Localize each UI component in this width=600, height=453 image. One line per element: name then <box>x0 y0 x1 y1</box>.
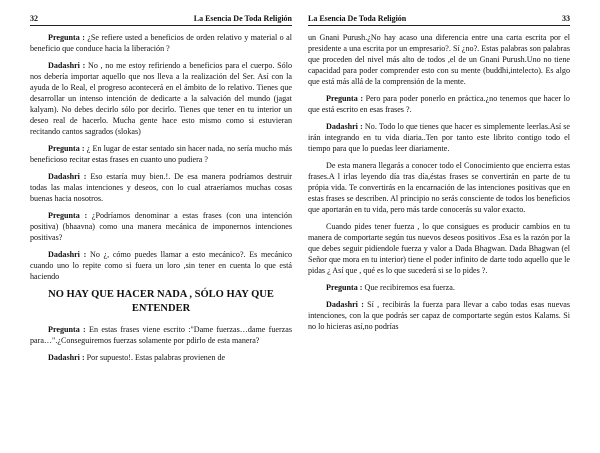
paragraph <box>30 210 292 243</box>
paragraph-text: ¿ En lugar de estar sentado sin hacer nada, no sería mucho más beneficioso recitar estas frases en cuanto uno pudiera ? <box>30 144 292 164</box>
speaker-label: Dadashri : <box>48 172 87 181</box>
paragraph-text: En estas frases viene escrito :"Dame fuerzas…dame fuerzas para…".¿Conseguiremos fuerzas solamente por pdirlo de esta manera? <box>30 325 292 345</box>
paragraph <box>30 352 292 363</box>
right-running-title: La Esencia De Toda Religión <box>308 14 407 23</box>
paragraph <box>308 221 570 276</box>
right-page-body <box>308 32 570 332</box>
paragraph-text: No ¿, cómo puedes llamar a esto mecánico?. Es mecánico cuando uno lo repite como si fuera un loro ,sin tener en cuenta lo que está haciendo <box>30 250 293 281</box>
speaker-label: Dadashri : <box>326 300 364 309</box>
speaker-label: Pregunta : <box>48 144 85 153</box>
paragraph <box>308 282 570 293</box>
right-page-number: 33 <box>562 14 570 23</box>
paragraph <box>30 171 292 204</box>
speaker-label: Pregunta : <box>48 211 88 220</box>
paragraph <box>30 60 292 137</box>
paragraph-text: Que recibiremos esa fuerza. <box>362 283 455 292</box>
left-page <box>30 14 292 369</box>
speaker-label: Dadashri : <box>48 61 86 70</box>
paragraph-text: Cuando pides tener fuerza , lo que consigues es producir cambios en tu manera de comportarte según tus nuevos deseos positivos .Esa es la razón por la que debes seguir pidiendole fuerza y valor a Dada Bhagwan. Dada Bhagwan (el Señor que mora en tu interior) tiene el poder infinito de darte todo aquello que le pidas ¿ Así que , qué es lo que sucederá si se lo pides ?. <box>308 222 570 275</box>
speaker-label: Pregunta : <box>326 283 363 292</box>
right-page <box>308 14 570 338</box>
paragraph-text: No. Todo lo que tienes que hacer es simplemente leerlas.Así se irán integrando en tu vida diaria..Ten por tanto este librito contigo todo el tiempo para que lo puedas leer diariamente. <box>308 122 570 153</box>
paragraph <box>30 324 292 346</box>
paragraph <box>30 249 292 282</box>
section-heading: NO HAY QUE HACER NADA , SÓLO HAY QUE ENTENDER <box>48 289 274 314</box>
paragraph-text: Eso estaría muy bien.!. De esa manera podríamos destruir todas las malas intenciones y deseos, con lo cual atraeríamos muchas cosas buenas hacia nosotros. <box>30 172 292 203</box>
speaker-label: Dadashri : <box>48 250 87 259</box>
paragraph <box>308 32 570 87</box>
paragraph-text: Sí , recibirás la fuerza para llevar a cabo todas esas nuevas intenciones, con la que podrás ser capaz de comportarte según estos Kalams. Si no lo hicieras así,no podrías <box>308 300 570 331</box>
speaker-label: Pregunta : <box>48 325 86 334</box>
left-running-title: La Esencia De Toda Religión <box>193 14 292 23</box>
paragraph-text: Por supuesto!. Estas palabras provienen de <box>84 353 226 362</box>
speaker-label: Dadashri : <box>48 353 85 362</box>
paragraph-text: Pero para poder ponerlo en práctica.¿no tenemos que hacer lo que está escrito en esas frases ?. <box>308 94 570 114</box>
left-page-body <box>30 32 292 363</box>
left-page-header <box>30 14 292 26</box>
paragraph <box>30 143 292 165</box>
paragraph <box>30 32 292 54</box>
paragraph <box>308 160 570 215</box>
paragraph-text: un Gnani Purush.¿No hay acaso una diferencia entre una carta escrita por el presidente a una escrita por un empresario?. Sí ¿no?. Estas palabras son palabras que proceden del nivel más alto de todos ,el de un Gnani Purush.Uno no tiene capacidad para poder comprender esto con su mente (buddhi,intelecto). Es algo que está más allá de la comprensión de la mente. <box>308 33 570 86</box>
paragraph <box>308 93 570 115</box>
paragraph-text: No , no me estoy refiriendo a beneficios para el cuerpo. Sólo nos debería importar aquello que nos lleva a la realización del Ser. Así con la ayuda de lo Real, el progreso acontecerá en el ámbito de lo relativo. Tienes que desarrollar un intenso intención de dedicarte a la salvación del mundo (jagat kalyam). No debes decirlo sólo por decirlo. Tienes que tener en tu interior un deseo real de hacerlo. Mucha gente hace esto mismo como si estuvieran recitando cantos sagrados (slokas) <box>30 61 292 136</box>
paragraph-text: ¿Se refiere usted a beneficios de orden relativo y material o al beneficio que conduce hacia la liberación ? <box>30 33 292 53</box>
left-page-number: 32 <box>30 14 38 23</box>
paragraph <box>308 299 570 332</box>
speaker-label: Dadashri : <box>326 122 363 131</box>
speaker-label: Pregunta : <box>48 33 85 42</box>
paragraph-text: De esta manera llegarás a conocer todo el Conocimiento que encierra estas frases.A l irlas leyendo día tras día,éstas frases se convertirán en parte de tu própia vida. Te convertirás en la encarnación de las intenciones positivas que en estas frases se describen. Al principio no serás consciente de todos los beneficios que aportarán en tu vida, pero más tarde conocerás su valor exacto. <box>308 161 570 214</box>
paragraph <box>308 121 570 154</box>
speaker-label: Pregunta : <box>326 94 364 103</box>
right-page-header <box>308 14 570 26</box>
paragraph-text: ¿Podríamos denominar a estas frases (con una intención positiva) (bhaavna) como una manera mecánica de imponernos intenciones positivas? <box>30 211 292 242</box>
